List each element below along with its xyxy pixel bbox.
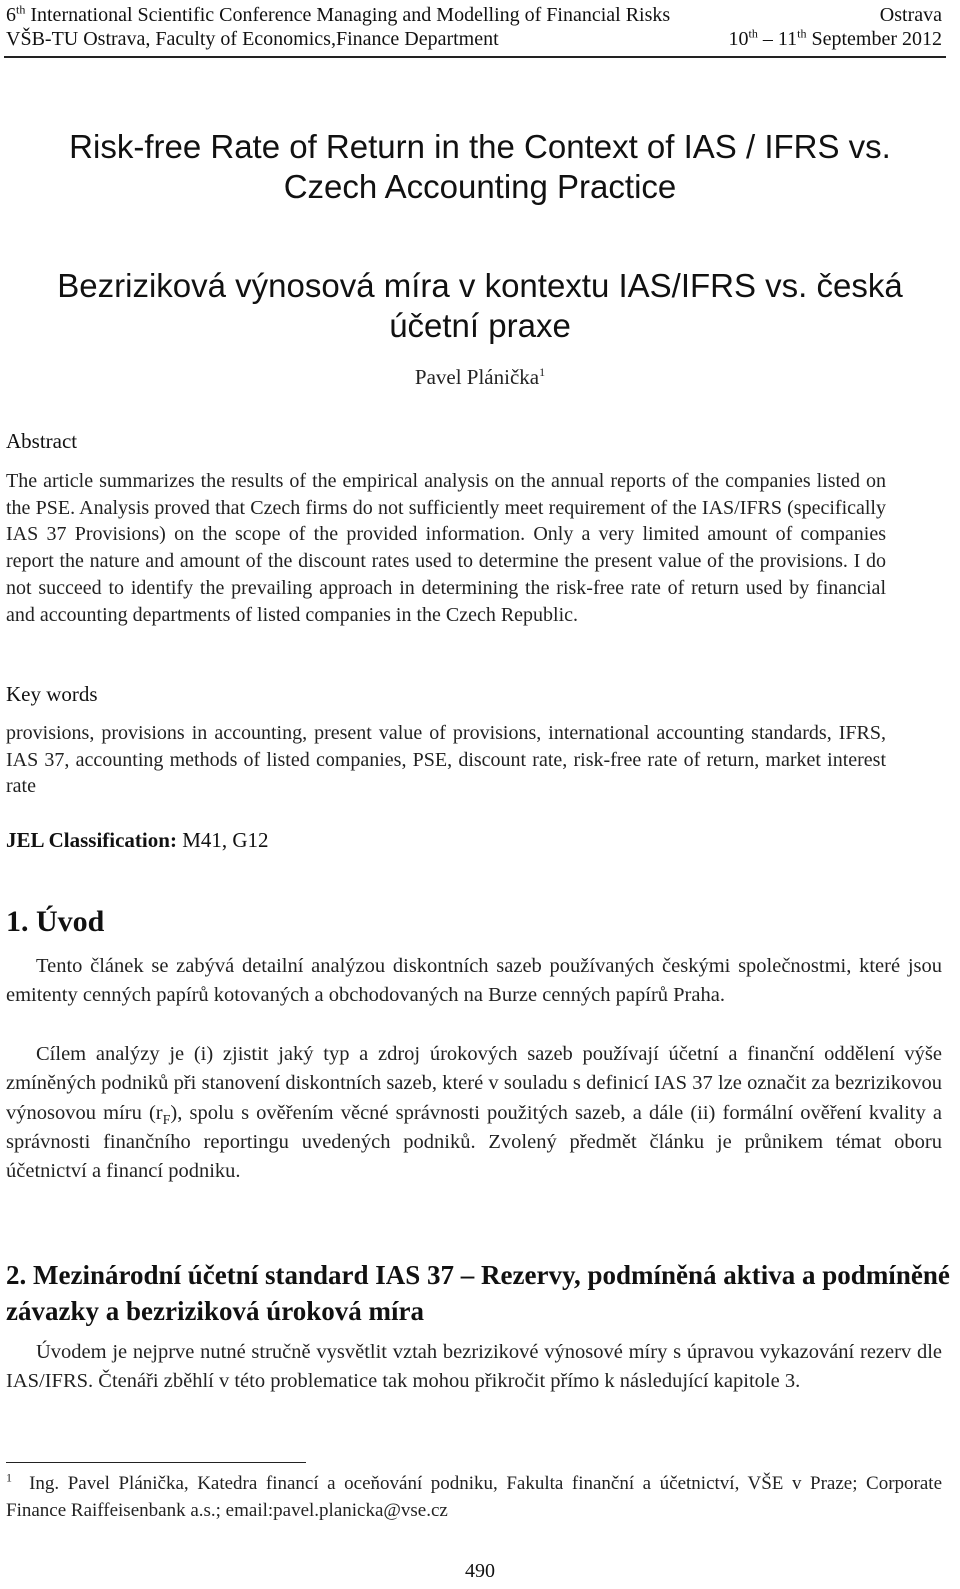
header-divider xyxy=(4,56,946,58)
keywords-text: provisions, provisions in accounting, present value of provisions, international accounting standards, IFRS, IAS 37, accounting methods of listed companies, PSE, discount rate, risk-free rate of return, market interest rate xyxy=(6,722,886,798)
paper-title-czech: Bezriziková výnosová míra v kontextu IAS/IFRS vs. česká účetní praxe xyxy=(57,267,903,344)
section-2-paragraph-1: Úvodem je nejprve nutné stručně vysvětlit vztah bezrizikové výnosové míry s úpravou vykazování rezerv dle IAS/IFRS. Čtenáři zběhlí v této problematice tak mohou přikročit přímo k následující kapitole 3. xyxy=(6,1341,942,1393)
section-1-heading: 1. Úvod xyxy=(6,905,105,938)
section-2-heading: 2. Mezinárodní účetní standard IAS 37 – Rezervy, podmíněná aktiva a podmíněné závazky a bezriziková úroková míra xyxy=(6,1260,950,1326)
conference-city: Ostrava xyxy=(879,4,942,26)
author-footnote-mark: 1 xyxy=(539,365,546,379)
section-1-paragraph-2: Cílem analýzy je (i) zjistit jaký typ a zdroj úrokových sazeb používají účetní a finanční oddělení výše zmíněných podniků při stanovení diskontních sazeb, které v souladu s definicí IAS 37 lze označit za bezrizikovou výnosovou míru $(r_F)$, spolu s ověřením věcné správnosti použitých sazeb, a dále (ii) formální ověření kvality a správnosti finančního reportingu uvedených podniků. Zvolený předmět článku je průnikem témat oboru účetnictví a financí podniku. xyxy=(6,1043,942,1183)
section-1-paragraph-1: Tento článek se zabývá detailní analýzou diskontních sazeb používaných českými společnostmi, které jsou emitenty cenných papírů kotovaných a obchodovaných na Burze cenných papírů Praha. xyxy=(6,955,942,1007)
jel-label: JEL Classification: xyxy=(6,828,177,852)
jel-value: M41, G12 xyxy=(182,828,269,852)
author-line xyxy=(0,365,960,390)
keywords-heading: Key words xyxy=(6,682,98,706)
conference-organizer: VŠB-TU Ostrava, Faculty of Economics,Finance Department xyxy=(6,28,499,50)
author-name: Pavel Plánička xyxy=(414,365,540,389)
abstract-heading: Abstract xyxy=(6,429,78,453)
footnote-mark: 1 xyxy=(6,1470,12,1485)
conference-date: 10th – 11th September 2012 xyxy=(728,26,942,50)
footnote-text: Ing. Pavel Plánička, Katedra financí a oceňování podniku, Fakulta finanční a účetnictví, VŠE v Praze; Corporate Finance Raiffeisenbank a.s.; email:pavel.planicka@vse.cz xyxy=(6,1473,942,1521)
conference-name: 6th International Scientific Conference Managing and Modelling of Financial Risks xyxy=(6,2,671,26)
footnote-divider xyxy=(6,1462,306,1463)
abstract-text: The article summarizes the results of the empirical analysis on the annual reports of the companies listed on the PSE. Analysis proved that Czech firms do not sufficiently meet requirement of the IAS/IFRS (specifically IAS 37 Provisions) on the scope of the provided information. Only a very limited amount of companies report the nature and amount of the discount rates used to determine the present value of the provisions. I do not succeed to identify the prevailing approach in determining the risk-free rate of return used by financial and accounting departments of listed companies in the Czech Republic. xyxy=(6,470,886,626)
page-number: 490 xyxy=(465,1560,495,1582)
footnote xyxy=(6,1470,942,1524)
paper-title-english: Risk-free Rate of Return in the Context of IAS / IFRS vs. Czech Accounting Practice xyxy=(69,128,891,205)
jel-classification xyxy=(6,828,269,853)
